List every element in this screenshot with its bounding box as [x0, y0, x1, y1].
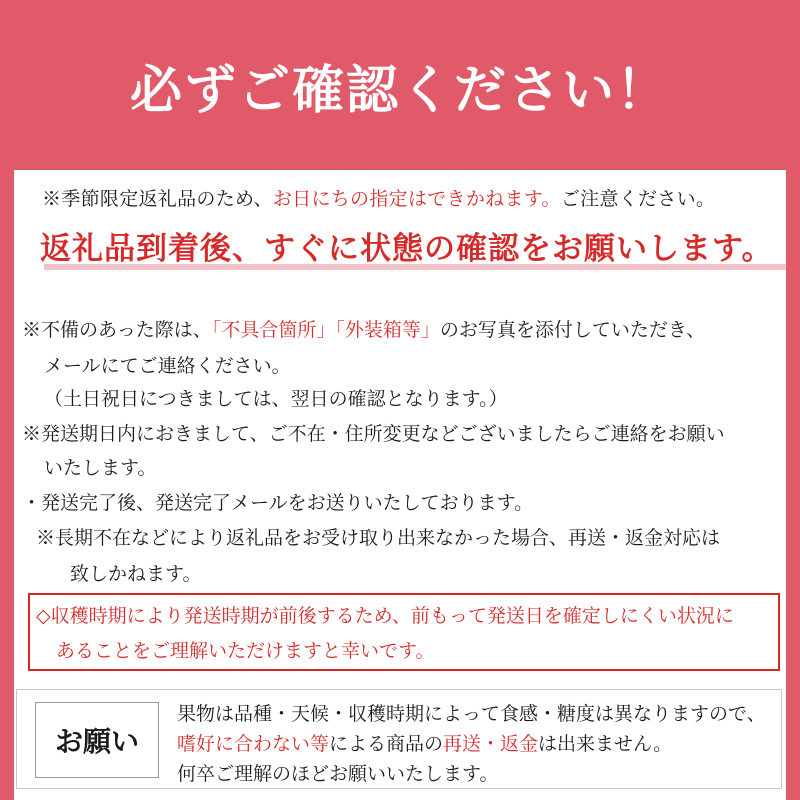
- body-line-1-b: 「不具合箇所」「外装箱等」: [211, 319, 440, 341]
- body-line-8: 致しかねます。: [70, 563, 202, 585]
- request-label: お願い: [35, 702, 159, 778]
- intro-line-1-b: お日にちの指定はできかねます。: [272, 188, 561, 210]
- intro-headline: 返礼品到着後、すぐに状態の確認をお願いします。: [40, 231, 774, 267]
- body-line-3: （土日祝日につきましては、翌日の確認となります。）: [44, 388, 508, 410]
- notice-line-1: ◇収穫時期により発送時期が前後するため、前もって発送日を確定しにくい状況に: [36, 605, 734, 627]
- notice-box: [28, 593, 780, 671]
- body-line-1-a: ※不備のあった際は、: [22, 319, 212, 341]
- intro-line-1-c: ご注意ください。: [560, 188, 716, 210]
- request-box: [16, 689, 782, 789]
- page-title: 必ずご確認ください！: [129, 59, 670, 121]
- body-line-7: ※長期不在などにより返礼品をお受け取り出来なかった場合、再送・返金対応は: [36, 527, 721, 549]
- intro-line-1: [42, 184, 715, 211]
- body-line-2: メールにてご連絡ください。: [44, 355, 291, 377]
- request-line-2-b: による商品の: [329, 733, 444, 755]
- intro-line-1-a: ※季節限定返礼品のため、: [42, 188, 273, 210]
- content-panel: [14, 170, 786, 800]
- request-line-2: [177, 729, 672, 756]
- notice-line-2: あることをご理解いただけますと幸いです。: [56, 640, 435, 662]
- request-line-1: 果物は品種・天候・収穫時期によって食感・糖度は異なりますので、: [177, 703, 766, 725]
- body-line-6: ・発送完了後、発送完了メールをお送りいたしております。: [22, 492, 534, 514]
- body-line-5: いたします。: [44, 457, 157, 479]
- body-line-4: ※発送期日内におきまして、ご不在・住所変更などございましたらご連絡をお願い: [22, 423, 725, 445]
- request-line-2-c: 再送・返金: [443, 733, 539, 755]
- body-line-1-c: のお写真を添付していただき、: [439, 319, 706, 341]
- request-line-2-d: は出来ません。: [538, 733, 673, 755]
- header-banner: [0, 0, 800, 170]
- request-line-2-a: 嗜好に合わない等: [177, 733, 330, 755]
- request-line-3: 何卒ご理解のほどお願いいたします。: [177, 763, 499, 785]
- body-line-1: [22, 315, 705, 342]
